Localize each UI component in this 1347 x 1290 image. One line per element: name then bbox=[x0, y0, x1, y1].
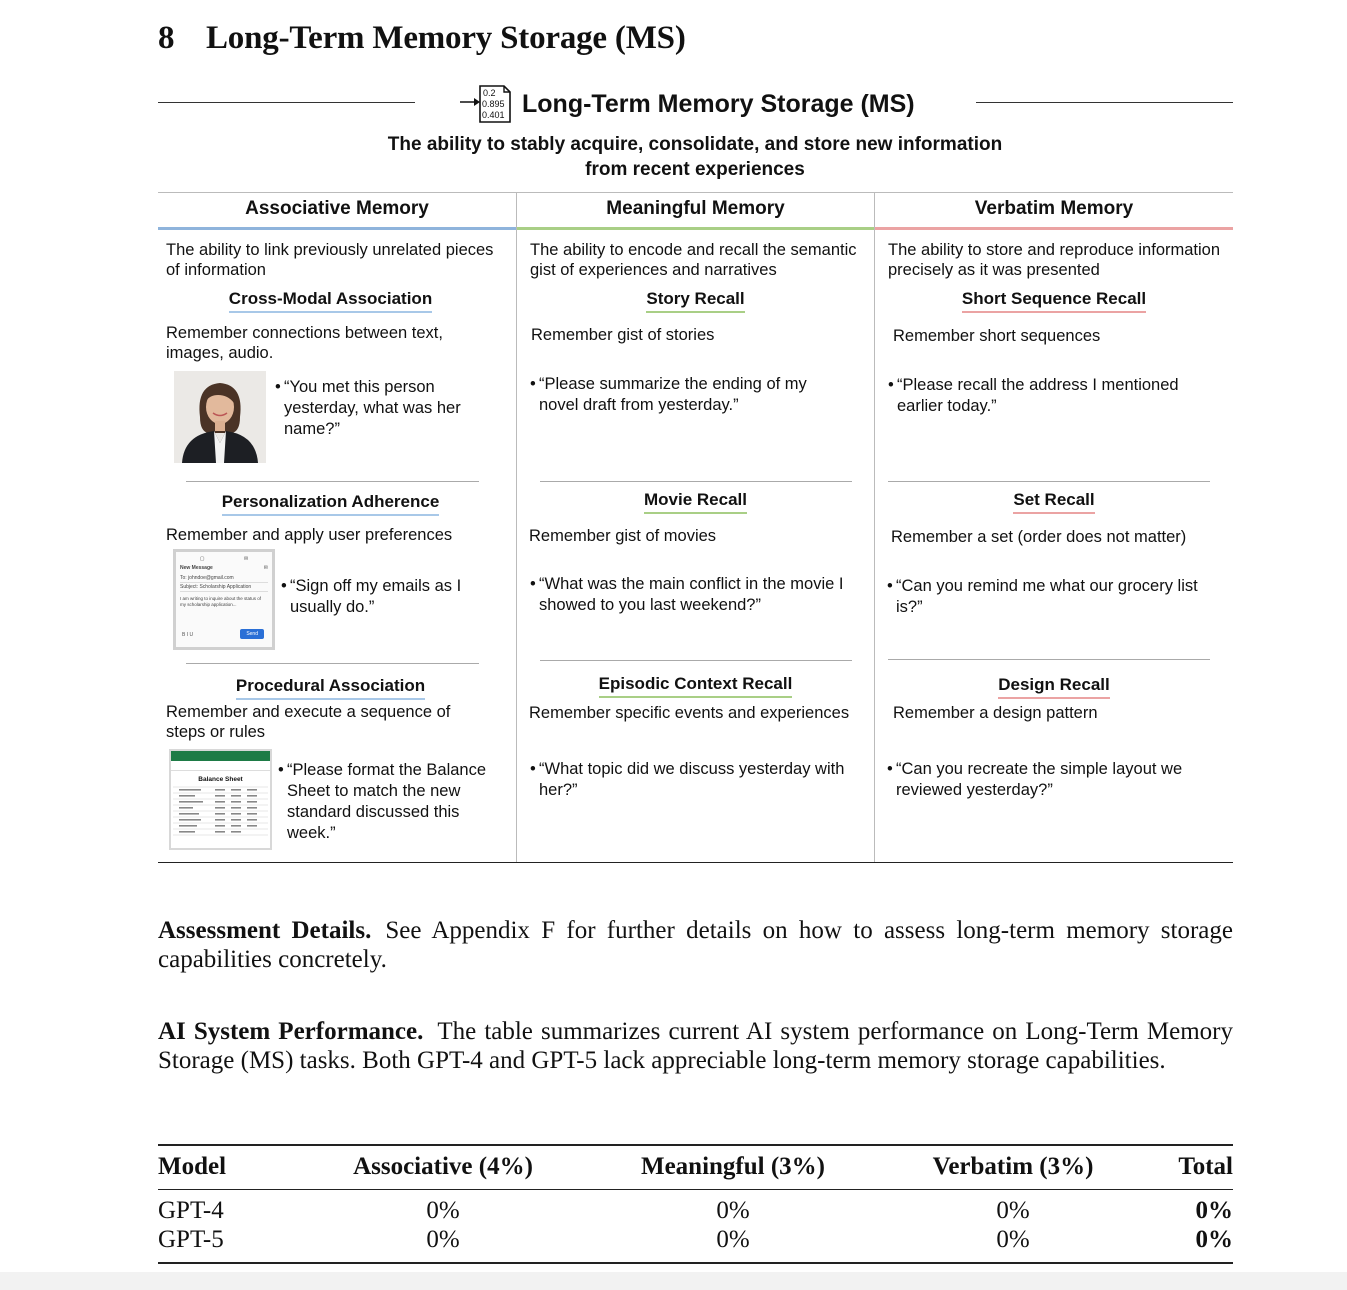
figure-heading bbox=[460, 84, 915, 124]
table-cell: 0% bbox=[996, 1196, 1030, 1224]
table-cell: 0% bbox=[426, 1196, 460, 1224]
table-header: Verbatim (3%) bbox=[878, 1145, 1148, 1190]
subtask-description: Remember a design pattern bbox=[893, 704, 1098, 722]
subtask-title: Set Recall bbox=[875, 490, 1233, 514]
column-description: The ability to link previously unrelated pieces of information bbox=[166, 241, 494, 279]
sheet-title: Balance Sheet bbox=[198, 776, 243, 783]
grid-bottom-rule bbox=[158, 862, 1233, 863]
figure-subtitle bbox=[300, 132, 1090, 182]
icon-value-2: 0.895 bbox=[482, 99, 505, 109]
column-title: Associative Memory bbox=[158, 193, 516, 230]
column-title: Meaningful Memory bbox=[517, 193, 874, 230]
example-quote: • “Please summarize the ending of my novel draft from yesterday.” bbox=[530, 375, 807, 414]
example-quote: • “Can you remind me what our grocery list is?” bbox=[887, 577, 1198, 616]
icon-value-1: 0.2 bbox=[483, 88, 496, 98]
performance-paragraph bbox=[158, 1017, 1233, 1075]
subtask-title: Movie Recall bbox=[517, 490, 874, 514]
subtask-description: Remember gist of movies bbox=[529, 527, 717, 545]
subtask-description: Remember gist of stories bbox=[531, 326, 715, 344]
section-title-text: Long-Term Memory Storage (MS) bbox=[206, 20, 686, 56]
item-divider bbox=[888, 659, 1210, 660]
assessment-text: See Appendix F for further details on how to assess long-term memory storage capabilities concretely. bbox=[158, 917, 1233, 973]
example-quote: • “Can you recreate the simple layout we reviewed yesterday?” bbox=[887, 760, 1183, 799]
item-divider bbox=[540, 481, 852, 482]
performance-heading: AI System Performance. bbox=[158, 1018, 424, 1045]
sheet-toolbar bbox=[171, 751, 270, 761]
table-header-row bbox=[158, 1145, 1233, 1190]
subtask-description: Remember and execute a sequence of steps or rules bbox=[166, 703, 451, 741]
column-description: The ability to store and reproduce information precisely as it was presented bbox=[888, 241, 1221, 279]
subtask-description: Remember and apply user preferences bbox=[166, 526, 453, 544]
column-title: Verbatim Memory bbox=[875, 193, 1233, 230]
table-cell: 0% bbox=[1195, 1225, 1233, 1253]
example-quote: • “Please format the Balance Sheet to match the new standard discussed this week.” bbox=[278, 761, 487, 842]
section-number: 8 bbox=[158, 20, 175, 56]
column-description: The ability to encode and recall the semantic gist of experiences and narratives bbox=[530, 241, 857, 279]
icon-value-3: 0.401 bbox=[482, 110, 505, 120]
subtask-description: Remember a set (order does not matter) bbox=[891, 528, 1187, 546]
email-format-icons: B I U bbox=[182, 632, 194, 638]
table-header: Model bbox=[158, 1145, 298, 1190]
subtask-title: Procedural Association bbox=[158, 676, 503, 700]
table-header: Meaningful (3%) bbox=[588, 1145, 878, 1190]
subtask-title: Cross-Modal Association bbox=[158, 289, 503, 313]
spreadsheet-thumbnail bbox=[169, 749, 272, 850]
email-body: I am writing to inquire about the status of my scholarship application... bbox=[180, 596, 262, 607]
person-photo bbox=[174, 371, 266, 463]
table-cell: 0% bbox=[996, 1225, 1030, 1253]
subtask-title: Short Sequence Recall bbox=[875, 289, 1233, 313]
example-quote: • “What was the main conflict in the movie I showed to you last weekend?” bbox=[530, 575, 844, 614]
table-cell: GPT-5 bbox=[158, 1225, 224, 1253]
subtask-description: Remember connections between text, images, audio. bbox=[166, 324, 443, 362]
email-header: New Message bbox=[180, 565, 213, 571]
email-to: To: johndoe@gmail.com bbox=[180, 575, 268, 583]
performance-text: The table summarizes current AI system performance on Long-Term Memory Storage (MS) tasks. Both GPT-4 and GPT-5 lack appreciable long-term memory storage capabilities. bbox=[158, 1018, 1234, 1074]
table-cell: 0% bbox=[716, 1225, 750, 1253]
email-subject: Subject: Scholarship Application bbox=[180, 584, 268, 592]
column-associative bbox=[158, 193, 516, 230]
sheet-grid bbox=[171, 783, 270, 843]
email-send-button: Send bbox=[240, 629, 264, 639]
table-cell: GPT-4 bbox=[158, 1196, 224, 1224]
table-row bbox=[158, 1225, 1233, 1254]
file-numbers-icon bbox=[460, 84, 516, 124]
item-divider bbox=[186, 663, 479, 664]
subtask-title: Personalization Adherence bbox=[158, 492, 503, 516]
email-icon: ✉ bbox=[263, 565, 268, 571]
example-quote: • “Sign off my emails as I usually do.” bbox=[281, 577, 462, 616]
figure-subtitle-line-2: from recent experiences bbox=[585, 159, 805, 180]
example-quote: • “Please recall the address I mentioned earlier today.” bbox=[888, 376, 1179, 415]
subtask-description: Remember specific events and experiences bbox=[529, 704, 850, 722]
item-divider bbox=[186, 481, 479, 482]
item-divider bbox=[540, 660, 852, 661]
figure-rule-right bbox=[976, 102, 1233, 103]
subtask-title: Story Recall bbox=[517, 289, 874, 313]
table-bottom-rule bbox=[158, 1262, 1233, 1264]
table-cell: 0% bbox=[426, 1225, 460, 1253]
example-quote: • “What topic did we discuss yesterday with her?” bbox=[530, 760, 845, 799]
table-header: Total bbox=[1148, 1145, 1233, 1190]
item-divider bbox=[888, 481, 1210, 482]
section-title bbox=[158, 20, 686, 57]
subtask-description: Remember short sequences bbox=[893, 327, 1101, 345]
page-bottom-edge bbox=[0, 1272, 1347, 1290]
column-verbatim bbox=[875, 193, 1233, 230]
subtask-title: Design Recall bbox=[875, 675, 1233, 699]
table-header: Associative (4%) bbox=[298, 1145, 588, 1190]
figure-rule-left bbox=[158, 102, 415, 103]
column-meaningful bbox=[517, 193, 874, 230]
assessment-heading: Assessment Details. bbox=[158, 917, 372, 944]
table-row bbox=[158, 1196, 1233, 1225]
email-thumbnail bbox=[173, 549, 275, 650]
table-cell: 0% bbox=[1195, 1196, 1233, 1224]
email-toolbar-icons: ▢ ✉ bbox=[199, 556, 249, 562]
table-cell: 0% bbox=[716, 1196, 750, 1224]
example-quote: • “You met this person yesterday, what was her name?” bbox=[275, 378, 461, 438]
assessment-paragraph bbox=[158, 916, 1233, 974]
subtask-title: Episodic Context Recall bbox=[517, 674, 874, 698]
figure-subtitle-line-1: The ability to stably acquire, consolidate, and store new information bbox=[387, 134, 1003, 155]
figure-title: Long-Term Memory Storage (MS) bbox=[522, 89, 915, 118]
performance-table bbox=[158, 1145, 1233, 1254]
